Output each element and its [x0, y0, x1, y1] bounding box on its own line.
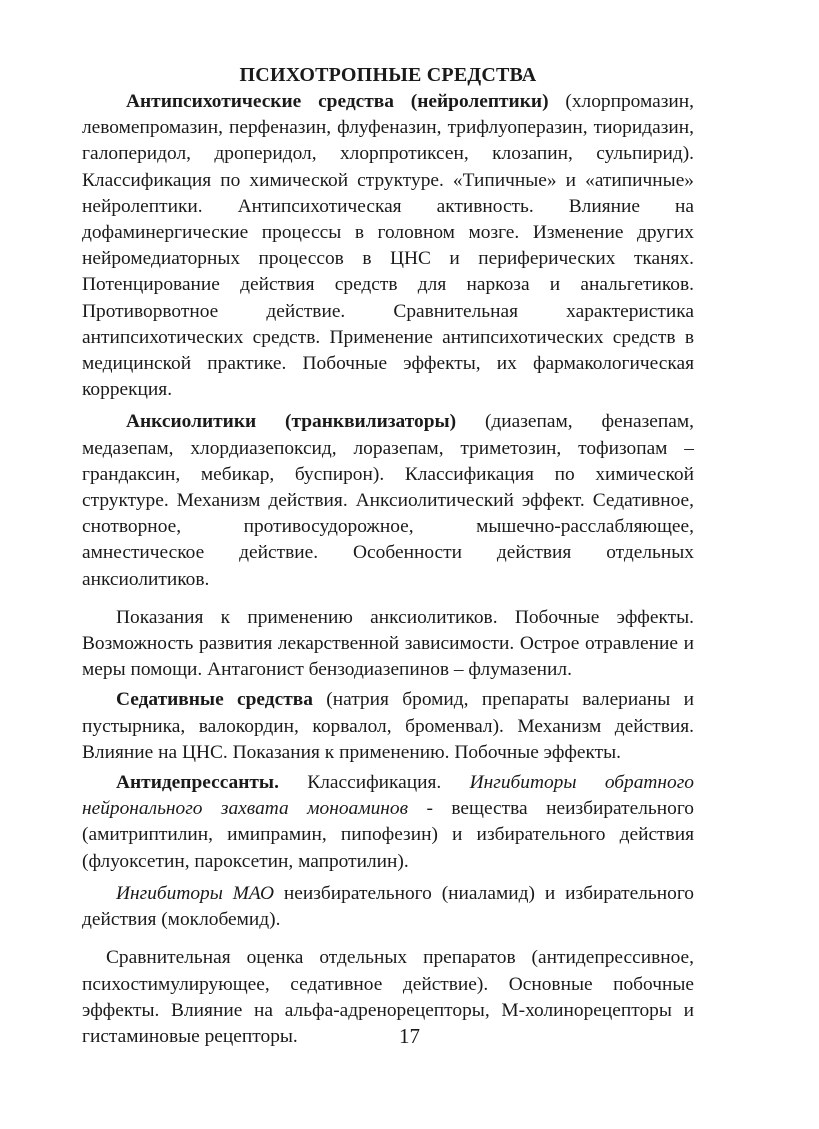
paragraph-text: Показания к применению анксиолитиков. Побочные эффекты. Возможность развития лекарственной зависимости. Острое отравление и меры помощи. Антагонист бензодиазепинов – флумазенил. [82, 606, 694, 681]
paragraph-antipsychotics [82, 89, 694, 403]
paragraph-lead: Седативные средства [116, 689, 313, 711]
paragraph-lead: Антидепрессанты. [116, 772, 279, 794]
paragraph-text: Сравнительная оценка отдельных препаратов (антидепрессивное, психостимулирующее, седативное действие). Основные побочные эффекты. Влияние на альфа-адренорецепторы, М-холинорецепторы и гистаминовые рецепторы. [82, 947, 694, 1047]
paragraph-sedatives [82, 687, 694, 766]
paragraph-anxiolytic-indications [82, 605, 694, 684]
paragraph-italic: Ингибиторы обратного нейронального захвата моноаминов [82, 772, 694, 820]
paragraph-lead: Анксиолитики (транквилизаторы) [126, 411, 457, 433]
page-number: 17 [399, 1024, 420, 1048]
paragraph-text: (натрия бромид, препараты валерианы и пустырника, валокордин, корвалол, броменвал). Механизм действия. Влияние на ЦНС. Показания к применению. Побочные эффекты. [82, 689, 694, 763]
paragraph-text: - вещества неизбирательного (амитриптилин, имипрамин, пипофезин) и избирательного действия (флуоксетин, пароксетин, мапротилин). [82, 798, 694, 872]
paragraph-text: неизбирательного (ниаламид) и избирательного действия (моклобемид). [82, 882, 695, 931]
paragraph-antidepressants [82, 770, 694, 875]
paragraph-mao-inhibitors [82, 881, 694, 933]
paragraph-text: (диазепам, феназепам, медазепам, хлордиазепоксид, лоразепам, триметозин, тофизопам – грандаксин, мебикар, буспирон). Классификация по химической структуре. Механизм действия. Анксиолитический эффект. Седативное, снотворное, противосудорожное, мышечно-расслабляющее, амнестическое действие. Особенности действия отдельных анксиолитиков. [82, 411, 694, 590]
paragraph-lead: Антипсихотические средства (нейролептики) [126, 91, 549, 112]
paragraph-italic: Ингибиторы МАО [116, 882, 275, 904]
paragraph-anxiolytics [82, 409, 694, 592]
paragraph-text: (хлорпромазин, левомепромазин, перфеназин, флуфеназин, трифлуоперазин, тиоридазин, галоперидол, дроперидол, хлорпротиксен, клозапин, сульпирид). Классификация по химической структуре. «Типичные» и «атипичные» нейролептики. Антипсихотическая активность. Влияние на дофаминергические процессы в головном мозге. Изменение других нейромедиаторных процессов в ЦНС и периферических тканях. Потенцирование действия средств для наркоза и анальгетиков. Противорвотное действие. Сравнительная характеристика антипсихотических средств. Применение антипсихотических средств в медицинской практике. Побочные эффекты, их фармакологическая коррекция. [82, 91, 694, 401]
paragraph-text: Классификация. [278, 772, 470, 794]
document-page [82, 62, 694, 1050]
page-title: ПСИХОТРОПНЫЕ СРЕДСТВА [239, 64, 537, 86]
